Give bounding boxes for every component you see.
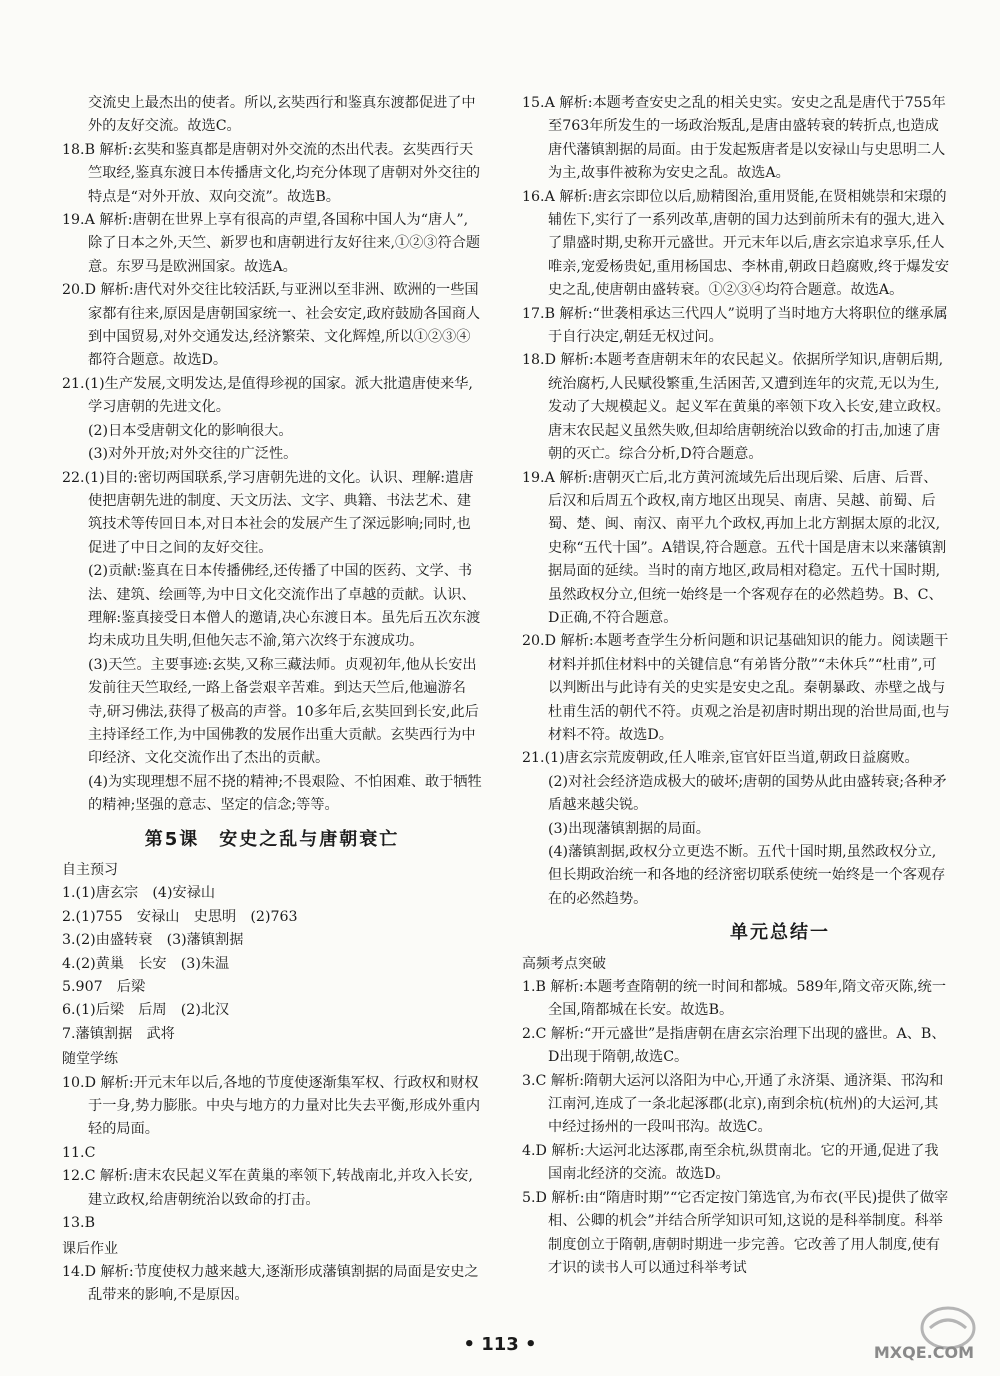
left-answer-list — [62, 92, 482, 818]
answer-item: 21.(1)生产发展,文明发达,是值得珍视的国家。派大批遣唐使来华,学习唐朝的先进文化。 — [62, 375, 473, 416]
answer-item: 10.D 解析:开元末年以后,各地的节度使逐渐集军权、行政权和财权于一身,势力膨胀。中央与地方的力量对比失去平衡,形成外重内轻的局面。 — [62, 1074, 481, 1138]
answer-item: 13.B — [62, 1215, 95, 1232]
answer-item: 11.C — [62, 1144, 96, 1161]
answer-item: 20.D 解析:唐代对外交往比较活跃,与亚洲以至非洲、欧洲的一些国家都有往来,原因是唐朝国家统一、社会安定,政府鼓励各国商人到中国贸易,对外交通发达,经济繁荣、文化辉煌,所以①②③④都符合题意。故选D。 — [62, 282, 481, 369]
answer-item: 3.(2)由盛转衰 (3)藩镇割据 — [62, 932, 244, 949]
answer-item: 18.B 解析:玄奘和鉴真都是唐朝对外交流的杰出代表。玄奘西行天竺取经,鉴真东渡日本传播唐文化,均充分体现了唐朝对外交往的特点是“对外开放、双向交流”。故选B。 — [62, 141, 481, 205]
homework-list — [62, 1261, 482, 1308]
answer-item: 19.A 解析:唐朝灭亡后,北方黄河流域先后出现后梁、后唐、后晋、后汉和后周五个政权,南方地区出现吴、南唐、吴越、前蜀、后蜀、楚、闽、南汉、南平九个政权,再加上北方割据太原的北汉,史称“五代十国”。A错误,符合题意。五代十国是唐末以来藩镇割据局面的延续。当时的南方地区,政局相对稳定。五代十国时期,虽然政权分立,但统一始终是一个客观存在的必然趋势。B、C、D正确,不符合题意。 — [522, 469, 947, 626]
answer-item: (3)出现藩镇割据的局面。 — [548, 820, 710, 837]
answer-item: 17.B 解析:“世袭相承达三代四人”说明了当时地方大将职位的继承属于自行决定,朝廷无权过问。 — [522, 305, 948, 346]
answer-item: 14.D 解析:节度使权力越来越大,逐渐形成藩镇割据的局面是安史之乱带来的影响,不是原因。 — [62, 1263, 479, 1304]
unit-title: 单元总结一 — [730, 922, 830, 944]
answer-item: (4)为实现理想不屈不挠的精神;不畏艰险、不怕困难、敢于牺牲的精神;坚强的意志、坚定的信念;等等。 — [88, 773, 482, 814]
preview-list — [62, 882, 482, 1046]
answer-item: 2.C 解析:“开元盛世”是指唐朝在唐玄宗治理下出现的盛世。A、B、D出现于隋朝,故选C。 — [522, 1025, 946, 1066]
answer-item: 1.(1)唐玄宗 (4)安禄山 — [62, 885, 216, 902]
page-number: • 113 • — [463, 1334, 537, 1355]
answer-item: 4.(2)黄巢 长安 (3)朱温 — [62, 955, 230, 972]
answer-item: 19.A 解析:唐朝在世界上享有很高的声望,各国称中国人为“唐人”,除了日本之外,天竺、新罗也和唐朝进行友好往来,①②③符合题意。东罗马是欧洲国家。故选A。 — [62, 212, 481, 275]
answer-item: 交流史上最杰出的使者。所以,玄奘西行和鉴真东渡都促进了中外的友好交流。故选C。 — [88, 95, 476, 135]
left-column — [62, 92, 482, 1308]
watermark-text: MXQE.COM — [873, 1343, 974, 1362]
answer-item: 12.C 解析:唐末农民起义军在黄巢的率领下,转战南北,并攻入长安,建立政权,给唐朝统治以致命的打击。 — [62, 1168, 473, 1208]
preview-heading: 自主预习 — [62, 862, 118, 878]
answer-item: (3)天竺。主要事迹:玄奘,又称三藏法师。贞观初年,他从长安出发前往天竺取经,一路上备尝艰辛苦难。到达天竺后,他遍游名寺,研习佛法,获得了极高的声誉。10多年后,玄奘回到长安,此后主持译经工作,为中国佛教的发展作出重大贡献。玄奘西行为中印经济、文化交流作出了杰出的贡献。 — [88, 656, 479, 767]
answer-item: 15.A 解析:本题考查安史之乱的相关史实。安史之乱是唐代于755年至763年所发生的一场政治叛乱,是唐由盛转衰的转折点,也造成唐代藩镇割据的局面。由于发起叛唐者是以安禄山与史思明二人为主,故事件被称为安史之乱。故选A。 — [522, 95, 946, 182]
answer-item: 7.藩镇割据 武将 — [62, 1025, 175, 1042]
answer-item: 5.907 后梁 — [62, 979, 146, 996]
answer-item: (2)对社会经济造成极大的破坏;唐朝的国势从此由盛转衰;各种矛盾越来越尖锐。 — [548, 773, 947, 814]
practice-list — [62, 1072, 482, 1236]
high-frequency-heading: 高频考点突破 — [522, 955, 606, 972]
answer-item: 18.D 解析:本题考查唐朝末年的农民起义。依据所学知识,唐朝后期,统治腐朽,人民赋役繁重,生活困苦,又遭到连年的灾荒,无以为生,发动了大规模起义。起义军在黄巢的率领下攻入长安,建立政权。唐末农民起义虽然失败,但却给唐朝统治以致命的打击,加速了唐朝的灭亡。综合分析,D符合题意。 — [522, 352, 950, 463]
answer-item: (3)对外开放;对外交往的广泛性。 — [88, 446, 298, 463]
answer-item: 2.(1)755 安禄山 史思明 (2)763 — [62, 908, 298, 925]
answer-item: 6.(1)后梁 后周 (2)北汉 — [62, 1002, 230, 1019]
answer-item: 22.(1)目的:密切两国联系,学习唐朝先进的文化。认识、理解:遣唐使把唐朝先进的制度、天文历法、文字、典籍、书法艺术、建筑技术等传回日本,对日本社会的发展产生了深远影响;同时,也促进了中日之间的友好交往。 — [62, 469, 474, 556]
homework-heading: 课后作业 — [62, 1240, 118, 1257]
answer-item: 20.D 解析:本题考查学生分析问题和识记基础知识的能力。阅读题干材料并抓住材料中的关键信息“有弟皆分散”“未休兵”“杜甫”,可以判断出与此诗有关的史实是安史之乱。秦朝暴政、赤壁之战与杜甫生活的朝代不符。贞观之治是初唐时期出现的治世局面,也与材料不符。故选D。 — [522, 633, 950, 743]
right-column — [522, 92, 950, 1280]
lesson-title: 第5课 安史之乱与唐朝衰亡 — [144, 828, 400, 850]
practice-heading: 随堂学练 — [62, 1051, 118, 1068]
answer-item: 5.D 解析:由“隋唐时期”“它否定按门第选官,为布衣(平民)提供了做宰相、公卿的机会”并结合所学知识可知,这说的是科举制度。科举制度创立于隋朝,唐朝时期进一步完善。它改善了用人制度,使有才识的读书人可以通过科举考试 — [522, 1189, 949, 1276]
answer-item: 4.D 解析:大运河北达涿郡,南至余杭,纵贯南北。它的开通,促进了我国南北经济的交流。故选D。 — [522, 1142, 939, 1183]
answer-item: (4)藩镇割据,政权分立更迭不断。五代十国时期,虽然政权分立,但长期政治统一和各地的经济密切联系使统一始终是一个客观存在的必然趋势。 — [548, 844, 946, 907]
answer-item: (2)日本受唐朝文化的影响很大。 — [88, 422, 293, 439]
high-frequency-list — [522, 976, 950, 1280]
answer-item: 1.B 解析:本题考查隋朝的统一时间和都城。589年,隋文帝灭陈,统一全国,隋都城在长安。故选B。 — [522, 979, 947, 1019]
answer-item: 16.A 解析:唐玄宗即位以后,励精图治,重用贤能,在贤相姚崇和宋璟的辅佐下,实行了一系列改革,唐朝的国力达到前所未有的强大,进入了鼎盛时期,史称开元盛世。开元末年以后,唐玄宗追求享乐,任人唯亲,宠爱杨贵妃,重用杨国忠、李林甫,朝政日趋腐败,终于爆发安史之乱,使唐朝由盛转衰。①②③④均符合题意。故选A。 — [522, 188, 950, 299]
right-answer-list — [522, 92, 950, 911]
answer-item: 21.(1)唐玄宗荒废朝政,任人唯亲,宦官奸臣当道,朝政日益腐败。 — [522, 750, 919, 767]
answer-item: (2)贡献:鉴真在日本传播佛经,还传播了中国的医药、文学、书法、建筑、绘画等,为中日文化交流作出了卓越的贡献。认识、理解:鉴真接受日本僧人的邀请,决心东渡日本。虽先后五次东渡均未成功且失明,但他矢志不渝,第六次终于东渡成功。 — [88, 563, 481, 650]
answer-item: 3.C 解析:隋朝大运河以洛阳为中心,开通了永济渠、通济渠、邗沟和江南河,连成了一条北起涿郡(北京),南到余杭(杭州)的大运河,其中经过扬州的一段叫邗沟。故选C。 — [522, 1072, 944, 1136]
